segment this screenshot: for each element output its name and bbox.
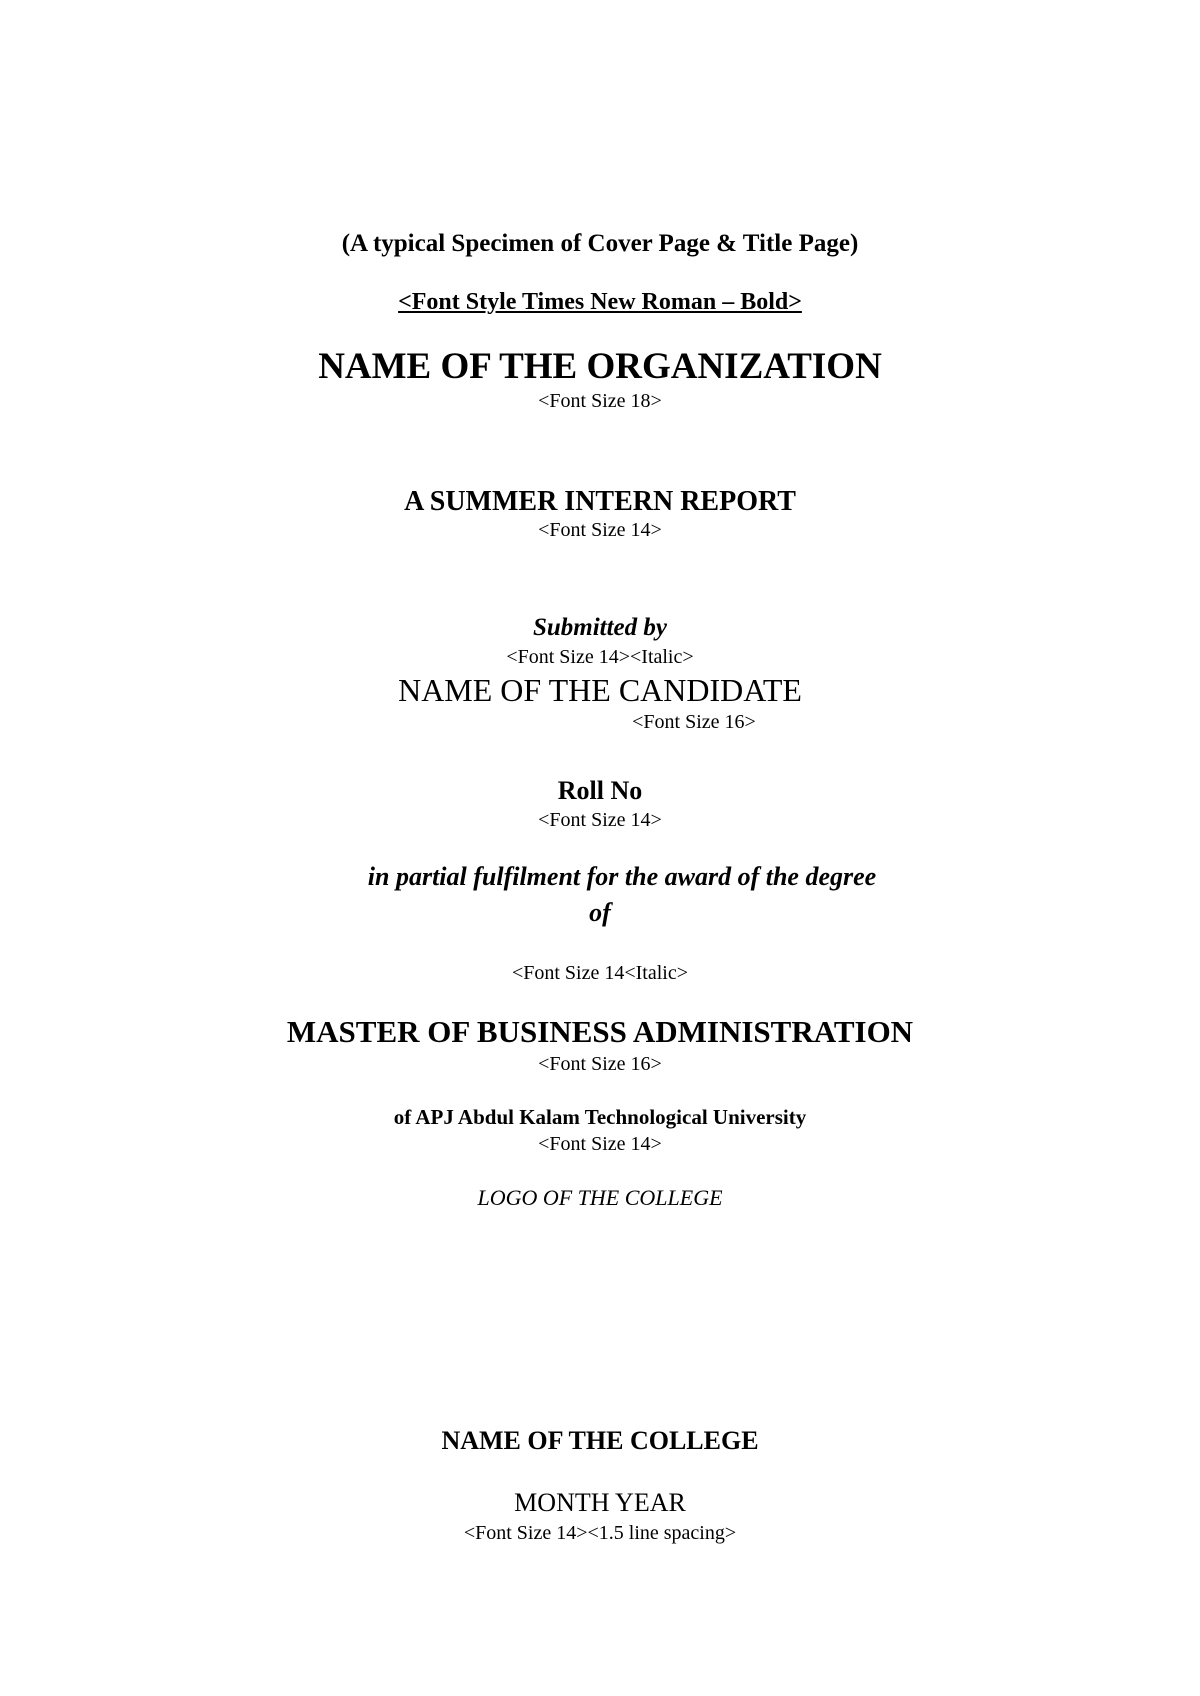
organization-size-note: <Font Size 18>	[538, 390, 662, 412]
report-size-note: <Font Size 14>	[538, 519, 662, 541]
logo-placeholder: LOGO OF THE COLLEGE	[477, 1185, 723, 1210]
candidate-size-note: <Font Size 16>	[632, 711, 756, 733]
specimen-heading: (A typical Specimen of Cover Page & Title Page)	[341, 230, 859, 257]
college-name: NAME OF THE COLLEGE	[441, 1426, 759, 1455]
font-style-note: <Font Style Times New Roman – Bold>	[398, 289, 802, 315]
roll-number-size-note: <Font Size 14>	[538, 809, 662, 831]
university-name: of APJ Abdul Kalam Technological University	[393, 1105, 807, 1129]
university-size-note: <Font Size 14>	[538, 1133, 662, 1155]
degree-name: MASTER OF BUSINESS ADMINISTRATION	[286, 1014, 914, 1049]
candidate-name: NAME OF THE CANDIDATE	[398, 672, 802, 708]
month-year: MONTH YEAR	[514, 1488, 686, 1517]
degree-phrase-size-note: <Font Size 14<Italic>	[511, 962, 689, 984]
degree-size-note: <Font Size 16>	[538, 1053, 662, 1075]
roll-number-label: Roll No	[557, 776, 643, 805]
degree-phrase-line1: in partial fulfilment for the award of the degree	[367, 862, 877, 891]
submitted-by-label: Submitted by	[532, 614, 668, 641]
report-title: A SUMMER INTERN REPORT	[404, 486, 796, 517]
degree-phrase-line2: of	[589, 898, 611, 927]
submitted-by-size-note: <Font Size 14><Italic>	[506, 646, 694, 668]
month-year-size-note: <Font Size 14><1.5 line spacing>	[463, 1522, 737, 1544]
organization-name: NAME OF THE ORGANIZATION	[318, 346, 882, 387]
